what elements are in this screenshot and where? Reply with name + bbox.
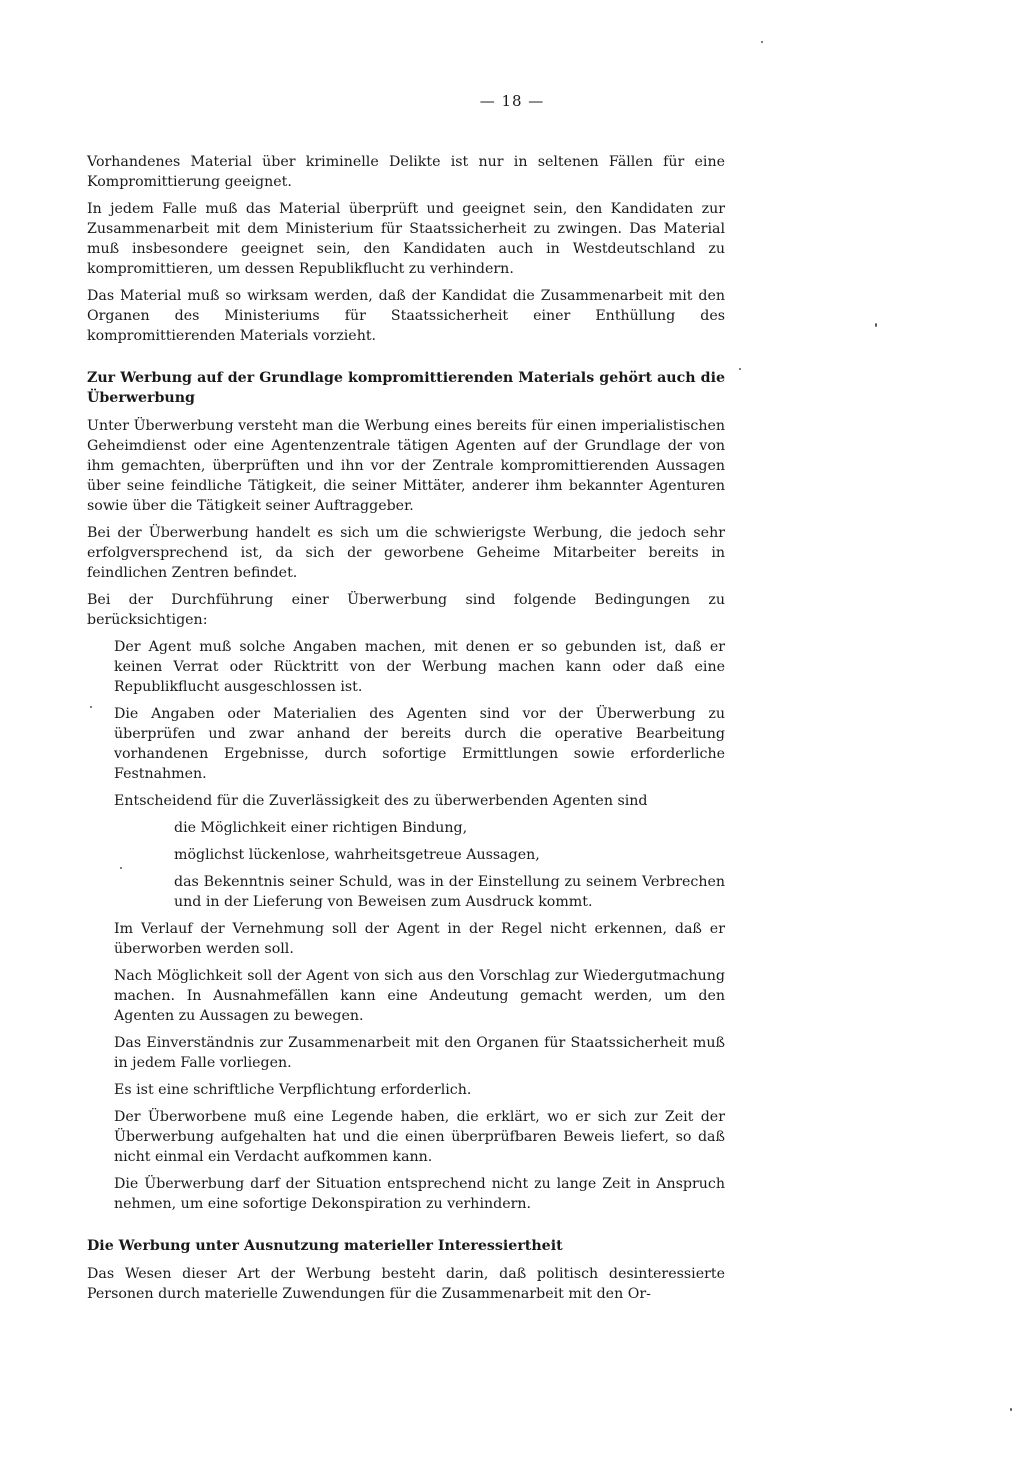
section-heading: Die Werbung unter Ausnutzung materieller Interessiertheit [87, 1238, 563, 1254]
paragraph: Nach Möglichkeit soll der Agent von sich aus den Vorschlag zur Wiedergutmachung machen. In Ausnahmefällen kann eine Andeutung gemacht werden, um den Agenten zu Aussagen zu bewegen. [114, 968, 725, 1024]
paragraph: Das Material muß so wirksam werden, daß der Kandidat die Zusammenarbeit mit den Organen des Ministeriums für Staatssicherheit einer Enthüllung des kompromittierenden Materials vorzieht. [87, 288, 725, 344]
page-number: — 18 — [479, 92, 545, 110]
paragraph: Der Überworbene muß eine Legende haben, die erklärt, wo er sich zur Zeit der Überwerbung aufgehalten hat und die einen überprüfbaren Beweis liefert, so daß nicht einmal ein Verdacht aufkommen kann. [114, 1109, 725, 1165]
paragraph: Die Überwerbung darf der Situation entsprechend nicht zu lange Zeit in Anspruch nehmen, um eine sofortige Dekonspiration zu verhindern. [114, 1176, 725, 1212]
paragraph: Im Verlauf der Vernehmung soll der Agent in der Regel nicht erkennen, daß er überworben werden soll. [114, 921, 725, 957]
paragraph: Das Wesen dieser Art der Werbung besteht darin, daß politisch desinteressierte Personen durch materielle Zuwendungen für die Zusammenarbeit mit den Or- [87, 1266, 725, 1302]
paragraph: Es ist eine schriftliche Verpflichtung erforderlich. [114, 1082, 472, 1098]
document-body [87, 152, 725, 1311]
paragraph: möglichst lückenlose, wahrheitsgetreue Aussagen, [174, 847, 540, 863]
paragraph: Unter Überwerbung versteht man die Werbung eines bereits für einen imperialistischen Geheimdienst oder eine Agentenzentrale tätigen Agenten auf der Grundlage der von ihm gemachten, überprüften und ihn vor der Zentrale kompromittierenden Aussagen über seine feindliche Tätigkeit, die seiner Mittäter, anderer ihm bekannter Agenturen sowie über die Tätigkeit seiner Auftraggeber. [87, 418, 725, 514]
paragraph: Der Agent muß solche Angaben machen, mit denen er so gebunden ist, daß er keinen Verrat oder Rücktritt von der Werbung machen kann oder daß eine Republikflucht ausgeschlossen ist. [114, 639, 725, 695]
paragraph: Die Angaben oder Materialien des Agenten sind vor der Überwerbung zu überprüfen und zwar anhand der bereits durch die operative Bearbeitung vorhandenen Ergebnisse, durch sofortige Ermittlungen sowie erforderliche Festnahmen. [114, 706, 725, 782]
paragraph: Bei der Durchführung einer Überwerbung sind folgende Bedingungen zu berücksichtigen: [87, 592, 725, 628]
paragraph: Bei der Überwerbung handelt es sich um die schwierigste Werbung, die jedoch sehr erfolgversprechend ist, da sich der geworbene Geheime Mitarbeiter bereits in feindlichen Zentren befindet. [87, 525, 725, 581]
paragraph: Entscheidend für die Zuverlässigkeit des zu überwerbenden Agenten sind [114, 793, 648, 809]
paragraph: das Bekenntnis seiner Schuld, was in der Einstellung zu seinem Verbrechen und in der Lieferung von Beweisen zum Ausdruck kommt. [174, 874, 725, 910]
paragraph: Das Einverständnis zur Zusammenarbeit mit den Organen für Staatssicherheit muß in jedem Falle vorliegen. [114, 1035, 725, 1071]
paragraph: In jedem Falle muß das Material überprüft und geeignet sein, den Kandidaten zur Zusammenarbeit mit dem Ministerium für Staatssicherheit zu zwingen. Das Material muß insbesondere geeignet sein, den Kandidaten auch in Westdeutschland zu kompromittieren, um dessen Republikflucht zu verhindern. [87, 201, 725, 277]
paragraph: Vorhandenes Material über kriminelle Delikte ist nur in seltenen Fällen für eine Kompromittierung geeignet. [87, 154, 725, 190]
paragraph: die Möglichkeit einer richtigen Bindung, [174, 820, 468, 836]
section-heading: Zur Werbung auf der Grundlage kompromittierenden Materials gehört auch die Überwerbung [87, 370, 725, 406]
